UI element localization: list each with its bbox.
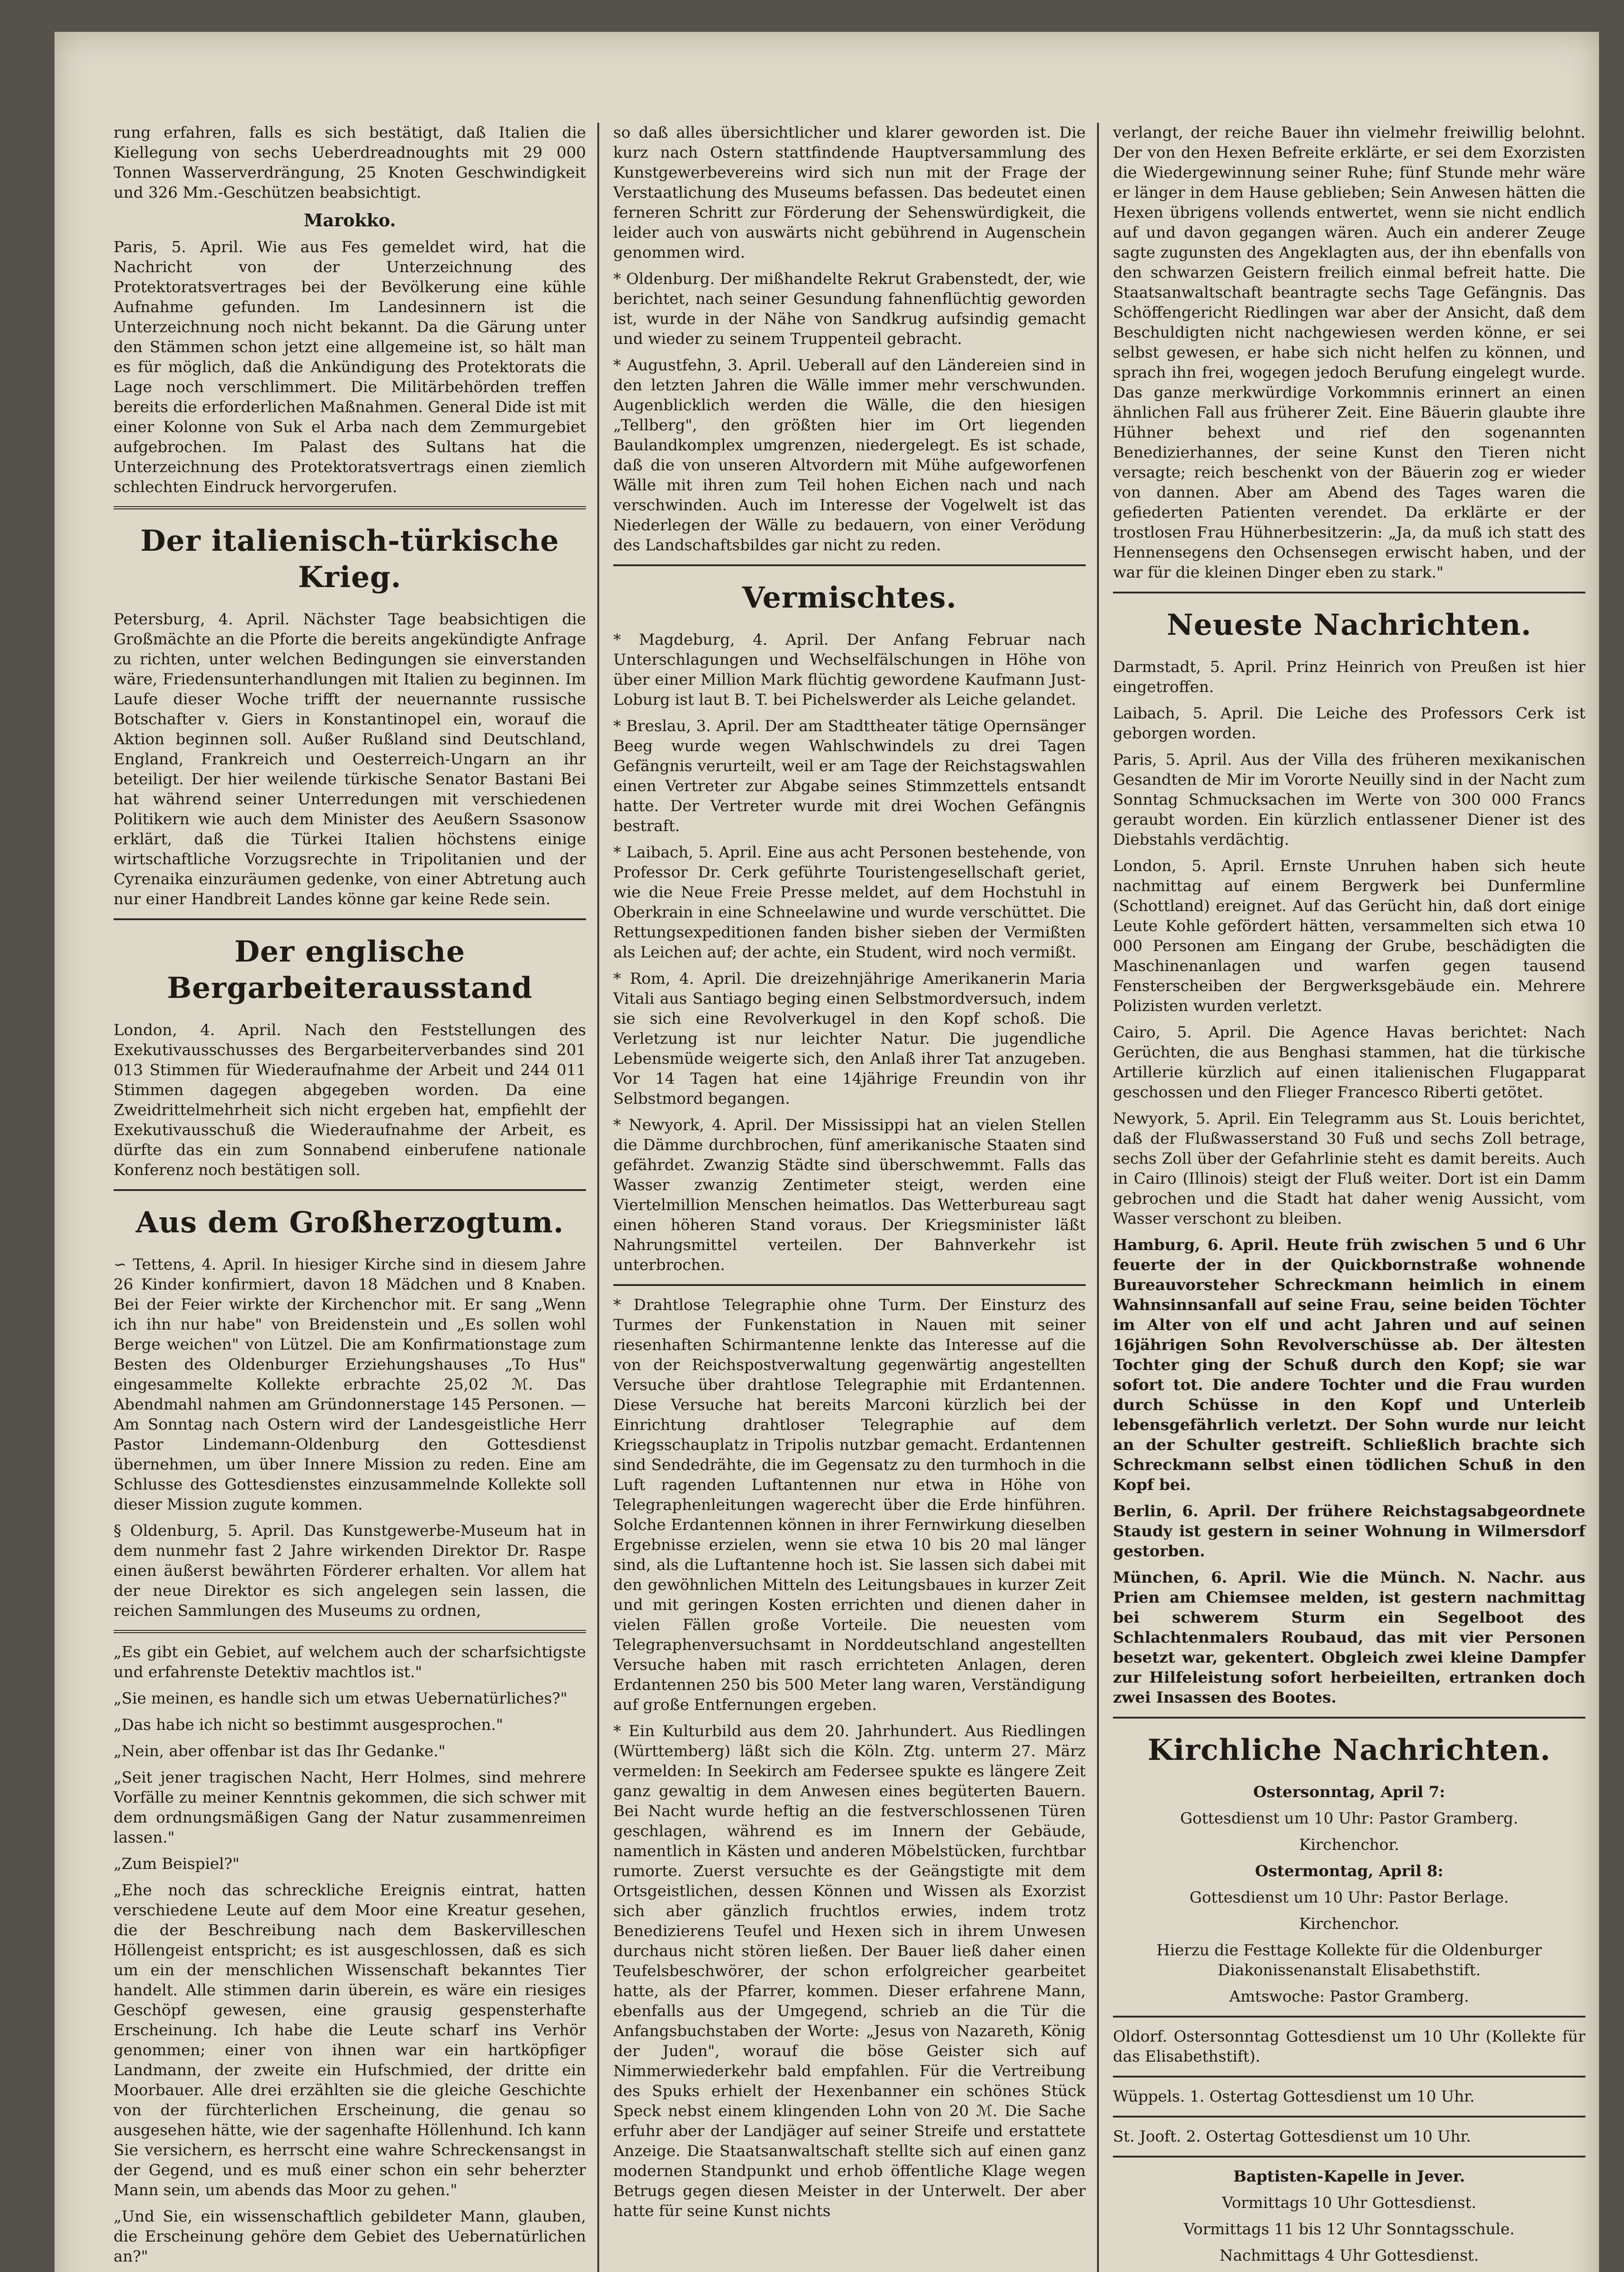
article-marokko: Paris, 5. April. Wie aus Fes gemeldet wird, hat die Nachricht von der Unterzeichnung des Protektoratsvertrages bei der Bevölkerung eine kühle Aufnahme gefunden. Im Landesinnern ist die Unterzeichnung noch nicht bekannt. Da die Gärung unter den Stämmen schon jetzt eine allgemeine ist, so hält man es für möglich, daß die Ankündigung des Protektorats die Lage noch verschlimmert. Die Militärbehörden treffen bereits die erforderlichen Maßnahmen. General Dide ist mit einer Kolonne von Suk el Arba nach dem Zemmurgebiet aufgebrochen. Im Palast des Sultans hat die Unterzeichnung des Protektoratsvertrags einen ziemlich schlechten Eindruck hervorgerufen. <box>114 238 586 496</box>
service-line: Hierzu die Festtage Kollekte für die Oldenburger Diakonissenanstalt Elisabethstift. <box>1156 1941 1542 1979</box>
breaking-item: Hamburg, 6. April. Heute früh zwischen 5 und 6 Uhr feuerte der in der Quickbornstraße wohnende Bureauvorsteher Schreckmann heimlich in einem Wahnsinnsanfall auf seine Frau, seine beiden Töchter im Alter von elf und acht Jahren und auf seinen 16jährigen Sohn Revolverschüsse ab. Der ältesten Tochter ging der Schuß durch den Kopf; sie war sofort tot. Die andere Tochter und die Frau wurden durch Schüsse in den Kopf und Unterleib lebensgefährlich verletzt. Der Sohn wurde nur leicht an der Schulter gestreift. Schließlich brachte sich Schreckmann selbst einen tödlichen Schuß in den Kopf bei. <box>1113 1236 1585 1494</box>
column-rule <box>1097 123 1099 2272</box>
column-rule <box>597 123 599 2272</box>
news-item: London, 5. April. Ernste Unruhen haben sich heute nachmittag auf einem Bergwerk bei Dunfermline (Schottland) ereignet. Auf das Gerücht hin, daß dort einige Leute Kohle gefördert hätten, versammelten sich etwa 10 000 Personen am Eingang der Grube, beschädigten die Maschinenanlagen und warfen gegen tausend Fensterscheiben der Bergwerksgebäude ein. Mehrere Polizisten wurden verletzt. <box>1113 857 1585 1015</box>
column-left <box>114 123 586 2272</box>
section-heading-grossherzogtum: Aus dem Großherzogtum. <box>135 1206 564 1240</box>
news-item: Darmstadt, 5. April. Prinz Heinrich von Preußen ist hier eingetroffen. <box>1113 658 1585 696</box>
column-right <box>1113 123 1585 2272</box>
baptist-line: Vormittags 10 Uhr Gottesdienst. <box>1222 2194 1476 2212</box>
divider <box>1113 2016 1585 2018</box>
divider <box>114 506 586 509</box>
divider <box>114 1630 586 1633</box>
news-item: * Rom, 4. April. Die dreizehnjährige Amerikanerin Maria Vitali aus Santiago beging einen Selbstmordversuch, indem sie sich eine Revolverkugel in den Kopf schoß. Die Verletzung ist nur leichter Natur. Die jugendliche Lebensmüde weigerte sich, den Anlaß ihrer Tat anzugeben. Vor 14 Tagen hat eine 14jährige Freundin von ihr Selbstmord begangen. <box>613 970 1086 1108</box>
divider <box>613 564 1086 566</box>
article-oldenburg-rekrut: * Oldenburg. Der mißhandelte Rekrut Grabenstedt, der, wie berichtet, nach seiner Gesundung fahnenflüchtig geworden ist, wurde in der Nähe von Sandkrug aufsindig gemacht und wieder zu seinem Truppenteil gebracht. <box>613 270 1086 348</box>
article-tettens: ∽ Tettens, 4. April. In hiesiger Kirche sind in diesem Jahre 26 Kinder konfirmiert, davon 18 Mädchen und 8 Knaben. Bei der Feier wirkte der Kirchenchor mit. Er sang „Wenn ich ihn nur habe" von Breidenstein und „Es sollen wohl Berge weichen" von Lützel. Die am Konfirmationstage zum Besten des Oldenburger Erziehungshauses „To Hus" eingesammelte Kollekte erbrachte 25,02 ℳ. Das Abendmahl nahmen am Gründonnerstage 145 Personen. — Am Sonntag nach Ostern wird der Landesgeistliche Herr Pastor Lindemann-Oldenburg den Gottesdienst übernehmen, um über Innere Mission zu reden. Eine am Schlusse des Gottesdienstes einzusammelnde Kollekte soll dieser Mission zugute kommen. <box>114 1256 586 1514</box>
breaking-news <box>1113 1235 1585 1708</box>
section-heading-marokko: Marokko. <box>303 210 396 230</box>
service-date: Ostermontag, April 8: <box>1255 1862 1444 1880</box>
service-jooft: St. Jooft. 2. Ostertag Gottesdienst um 10 Uhr. <box>1113 2128 1471 2146</box>
novel-paragraph: „Sie meinen, es handle sich um etwas Uebernatürliches?" <box>114 1689 567 1708</box>
novel-paragraph: „Zum Beispiel?" <box>114 1855 240 1873</box>
section-heading-neueste: Neueste Nachrichten. <box>1167 608 1532 642</box>
novel-paragraph: „Und Sie, ein wissenschaftlich gebildeter Mann, glauben, die Erscheinung gehöre dem Gebiet des Uebernatürlichen an?" <box>114 2207 586 2266</box>
news-item: * Newyork, 4. April. Der Mississippi hat an vielen Stellen die Dämme durchbrochen, fünf amerikanische Staaten sind gefährdet. Zwanzig Städte sind überschwemmt. Falls das Wasser zwanzig Zentimeter steigt, werden eine Viertelmillion Menschen heimatlos. Das Wetterbureau sagt einen höheren Stand voraus. Der Kriegsminister läßt Nahrungsmittel verteilen. Der Bahnverkehr ist unterbrochen. <box>613 1116 1086 1274</box>
news-item: Laibach, 5. April. Die Leiche des Professors Cerk ist geborgen worden. <box>1113 704 1585 742</box>
divider <box>114 1189 586 1191</box>
divider <box>1113 1717 1585 1719</box>
news-item: Newyork, 5. April. Ein Telegramm aus St. Louis berichtet, daß der Flußwasserstand 30 Fuß und sechs Zoll betrage, sechs Zoll über der Gefahrlinie steht es damit bereits. Auch in Cairo (Illinois) steigt der Fluß weiter. Dort ist ein Damm gebrochen und die Stadt hat daher wenig Aussicht, vom Wasser verschont zu bleiben. <box>1113 1110 1585 1228</box>
divider <box>1113 2116 1585 2118</box>
breaking-item: München, 6. April. Wie die Münch. N. Nachr. aus Prien am Chiemsee melden, ist gestern nachmittag bei schwerem Sturm ein Segelboot des Schlachtenmalers Roubaud, das mit vier Personen besetzt war, gekentert. Obgleich zwei kleine Dampfer zur Hilfeleistung sofort herbeieilten, ertranken doch zwei Insassen des Bootes. <box>1113 1569 1585 1707</box>
article-continuation: so daß alles übersichtlicher und klarer geworden ist. Die kurz nach Ostern stattfindende Hauptversammlung des Kunstgewerbevereins wird sich nun mit der Frage der Verstaatlichung des Museums befassen. Das bedeutet einen ferneren Schritt zur Förderung der Sehenswürdigkeit, die leider auch von auswärts nicht gebührend in Augenschein genommen wird. <box>613 124 1086 262</box>
novel-paragraph: „Seit jener tragischen Nacht, Herr Holmes, sind mehrere Vorfälle zu meiner Kenntnis gekommen, die sich schwer mit dem ordnungsmäßigen Gang der Natur zusammenreimen lassen." <box>114 1769 586 1847</box>
article-krieg: Petersburg, 4. April. Nächster Tage beabsichtigen die Großmächte an die Pforte die bereits angekündigte Anfrage zu richten, unter welchen Bedingungen sie einverstanden wäre, Friedensunterhandlungen mit Italien zu beginnen. Im Laufe dieser Woche trifft der neuernannte russische Botschafter v. Giers in Konstantinopel ein, worauf die Aktion beginnen soll. Außer Rußland sind Deutschland, England, Frankreich und Oesterreich-Ungarn an ihr beteiligt. Der hier weilende türkische Senator Bastani Bei hat während seiner Unterredungen mit verschiedenen Politikern wie auch dem Minister des Aeußern Ssasonow erklärt, daß die Türkei Italien höchstens einige wirtschaftliche Vorzugsrechte in Tripolitanien und der Cyrenaika einzuräumen gedenke, von einer Abtretung auch nur einer Handbreit Landes könne gar keine Rede sein. <box>114 610 586 908</box>
news-item: * Breslau, 3. April. Der am Stadttheater tätige Opernsänger Beeg wurde wegen Wahlschwindels zu drei Tagen Gefängnis verurteilt, weil er am Tage der Reichstagswahlen einen Vertreter zur Abgabe seines Stimmzettels entsandt hatte. Der Vertreter wurde mit drei Wochen Gefängnis bestraft. <box>613 717 1086 835</box>
article-continuation: rung erfahren, falls es sich bestätigt, daß Italien die Kiellegung von sechs Ueberdreadnoughts mit 29 000 Tonnen Wasserverdrängung, 25 Knoten Geschwindigkeit und 326 Mm.-Geschützen beabsichtigt. <box>114 124 586 202</box>
service-line: Gottesdienst um 10 Uhr: Pastor Gramberg. <box>1180 1809 1519 1828</box>
divider <box>1113 2076 1585 2078</box>
section-heading-vermischtes: Vermischtes. <box>742 581 957 615</box>
article-continuation: verlangt, der reiche Bauer ihn vielmehr freiwillig belohnt. Der von den Hexen Befreite erklärte, er sei dem Exorzisten die Wiedergewinnung seiner Ruhe; fünf Stunde mehr wäre er länger in dem Hause geblieben; Sein Anwesen hätten die Hexen übrigens vollends entwertet, wenn sie nicht endlich auf und davon gegangen wären. Auch ein anderer Zeuge sagte zugunsten des Angeklagten aus, der ihn ebenfalls von den schwarzen Geistern freilich einmal befreit hatte. Die Staatsanwaltschaft beantragte sechs Tage Gefängnis. Das Schöffengericht Riedlingen war aber der Ansicht, daß dem Beschuldigten nicht nachgewiesen werden könne, er sei selbst gewesen, er habe sich nicht helfen zu können, und sprach ihn frei, wogegen jedoch Berufung eingelegt wurde. Das ganze merkwürdige Vorkommnis erinnert an einen ähnlichen Fall aus früherer Zeit. Eine Bäuerin glaubte ihre Hühner behext und rief den sogenannten Benedizierhannes, der seine Kunst den Tieren nicht versagte; reich beschenkt von der Bäuerin zog er wieder von dannen. Aber am Abend des Tages waren die gefiederten Patienten verendet. Da erklärte er der trostlosen Frau Hühnerbesitzerin: „Ja, da muß ich statt des Hennensegens den Ochsensegen erwischt haben, und der war für die kleinen Dinger eben zu stark." <box>1113 124 1585 582</box>
article-kulturbild: * Ein Kulturbild aus dem 20. Jahrhundert. Aus Riedlingen (Württemberg) läßt sich die Köln. Ztg. unterm 27. März vermelden: In Seekirch am Federsee spukte es längere Zeit ganz gewaltig in dem Anwesen eines begüterten Bauern. Bei Nacht wurde heftig an die festverschlossenen Türen geschlagen, während es im Innern der Gebäude, namentlich in Kästen und anderen Möbelstücken, furchtbar rumorte. Zuerst versuchte es der Geängstigte mit dem Ortsgeistlichen, dessen Können und Wissen als Exorzist sich aber gänzlich fruchtlos erwies, indem trotz Benedizierens Teufel und Hexen sich in ihrem Unwesen durchaus nicht stören ließen. Der Bauer ließ daher einen Teufelsbeschwörer, der schon erfolgreicher gearbeitet hatte, als der Pfarrer, kommen. Dieser erfahrene Mann, ebenfalls aus der Umgegend, schrieb an die Tür die Anfangsbuchstaben der Worte: „Jesus von Nazareth, König der Juden", worauf die böse Geister sich auf Nimmerwiederkehr bald empfahlen. Für die Vertreibung des Spuks erhielt der Hexenbanner ein schönes Stück Speck nebst einem klingenden Lohn von 20 ℳ. Die Sache erfuhr aber der Landjäger auf seiner Streife und erstattete Anzeige. Die Staatsanwaltschaft stellte sich auf einen ganz modernen Standpunkt und erhob öffentliche Klage wegen Betrugs gegen diesen Meister in der Unterwelt. Der aber hatte für seine Kunst nichts <box>613 1722 1086 2220</box>
article-bergarbeiter: London, 4. April. Nach den Feststellungen des Exekutivausschusses des Bergarbeiterverbandes sind 201 013 Stimmen für Wiederaufnahme der Arbeit und 244 011 Stimmen dagegen abgegeben worden. Da eine Zweidrittelmehrheit sich nicht ergeben hat, empfiehlt der Exekutivausschuß die Wiederaufnahme der Arbeit, es dürfte das ein zum Sonnabend einberufene nationale Konferenz noch bestätigen soll. <box>114 1021 586 1179</box>
novel-paragraph: „Ehe noch das schreckliche Ereignis eintrat, hatten verschiedene Leute auf dem Moor eine Kreatur gesehen, die der Beschreibung nach dem Baskervilleschen Höllengeist entspricht; es ist ausgeschlossen, daß es sich um ein der menschlichen Wissenschaft bekanntes Tier handelt. Alle stimmen darin überein, es wäre ein riesiges Geschöpf gewesen, eine grausig gespensterhafte Erscheinung. Ich habe die Leute scharf ins Verhör genommen; einer von ihnen war ein hartköpfiger Landmann, der zweite ein Hufschmied, der dritte ein Moorbauer. Alle drei erzählten sie die gleiche Geschichte von der fürchterlichen Erscheinung, die genau so ausgesehen hätte, wie der sagenhafte Höllenhund. Ich kann Sie versichern, es herrscht eine wahre Schreckensangst in der Gegend, und es muß einer schon ein sehr beherzter Mann sein, um abends das Moor zu gehen." <box>114 1881 586 2199</box>
section-heading-kirchlich: Kirchliche Nachrichten. <box>1147 1733 1551 1767</box>
article-oldenburg: § Oldenburg, 5. April. Das Kunstgewerbe-Museum hat in dem nunmehr fast 2 Jahre wirkenden Direktor Dr. Raspe einen äußerst bewährten Förderer erhalten. Vor allem hat der neue Direktor es sich angelegen sein lassen, die reichen Sammlungen des Museums zu ordnen, <box>114 1522 586 1620</box>
article-augustfehn: * Augustfehn, 3. April. Ueberall auf den Ländereien sind in den letzten Jahren die Wälle immer mehr verschwunden. Augenblicklich werden die Wälle, die den hiesigen „Tellberg", den größten hier im Ort liegenden Baulandkomplex umgrenzen, niedergelegt. Es ist schade, daß die von unseren Altvordern mit Mühe aufgeworfenen Wälle mit ihren zum Teil hohen Eichen nach und nach verschwinden. Auch im Interesse der Vogelwelt ist das Niederlegen der Wälle zu bedauern, von einer Verödung des Landschaftsbildes gar nicht zu reden. <box>613 356 1086 554</box>
section-heading-krieg: Der italienisch-türkische Krieg. <box>140 524 559 594</box>
divider <box>1113 592 1585 593</box>
news-item: * Magdeburg, 4. April. Der Anfang Februar nach Unterschlagungen und Wechselfälschungen in Höhe von über einer Million Mark flüchtig gewordene Kaufmann Just-Loburg ist laut B. T. bei Pichelswerder als Leiche gelandet. <box>613 631 1086 709</box>
novel-paragraph: „Es gibt ein Gebiet, auf welchem auch der scharfsichtigste und erfahrenste Detektiv machtlos ist." <box>114 1643 586 1681</box>
article-telegraphie: * Drahtlose Telegraphie ohne Turm. Der Einsturz des Turmes der Funkenstation in Nauen mit seiner riesenhaften Schirmantenne lenkte das Interesse auf die von der Reichspostverwaltung gegenwärtig angestellten Versuche über drahtlose Telegraphie mit Erdantennen. Diese Versuche hat bereits Marconi kürzlich bei der Einrichtung drahtloser Telegraphie auf dem Kriegsschauplatz in Tripolis nutzbar gemacht. Erdantennen sind Sendedrähte, die im Gegensatz zu den turmhoch in die Luft ragenden Luftantennen nur etwa in Höhe von Telegraphenleitungen wagerecht über die Erde hinführen. Solche Erdantennen können in ihrer Fernwirkung dieselben Ergebnisse erzielen, wenn sie etwa 10 bis 20 mal länger sind, als die Luftantenne hoch ist. Sie lassen sich dabei mit den gewöhnlichen Mitteln des Leitungsbaues in kurzer Zeit und mit geringen Kosten errichten und dienen daher in vielen Fällen große Vorteile. Die neuesten vom Telegraphenversuchsamt in Norddeutschland angestellten Versuche haben mit rasch errichteten Anlagen, deren Erdantennen 250 bis 500 Meter lang waren, Verständigung auf große Entfernungen ergeben. <box>613 1296 1086 1714</box>
novel-paragraph: „Das habe ich nicht so bestimmt ausgesprochen." <box>114 1716 503 1734</box>
service-date: Ostersonntag, April 7: <box>1253 1783 1445 1801</box>
divider <box>613 1284 1086 1286</box>
news-item: Cairo, 5. April. Die Agence Havas berichtet: Nach Gerüchten, die aus Benghasi stammen, hat die türkische Artillerie kürzlich auf einen italienischen Flugapparat geschossen und den Flieger Francesco Riberti getötet. <box>1113 1023 1585 1101</box>
service-line: Kirchenchor. <box>1299 1836 1400 1854</box>
divider <box>114 918 586 920</box>
news-item: * Laibach, 5. April. Eine aus acht Personen bestehende, von Professor Dr. Cerk geführte Touristengesellschaft geriet, wie die Neue Freie Presse meldet, auf dem Hochstuhl in Oberkrain in eine Schneelawine und wurde verschüttet. Die Rettungsexpeditionen fanden bisher sieben der Vermißten als Leichen auf; der achte, ein Student, wird noch vermißt. <box>613 843 1086 962</box>
column-middle <box>613 123 1086 2227</box>
service-line: Amtswoche: Pastor Gramberg. <box>1229 1988 1469 2006</box>
serial-novel <box>114 1642 586 2272</box>
baptist-heading: Baptisten-Kapelle in Jever. <box>1233 2167 1465 2186</box>
section-heading-bergarbeiter: Der englische Bergarbeiterausstand <box>167 935 533 1005</box>
service-line: Gottesdienst um 10 Uhr: Pastor Berlage. <box>1189 1888 1509 1907</box>
service-line: Kirchenchor. <box>1299 1915 1400 1933</box>
newspaper-page <box>55 32 1599 2272</box>
divider <box>1113 2156 1585 2157</box>
baptist-line: Nachmittags 4 Uhr Gottesdienst. <box>1219 2247 1479 2265</box>
news-item: Paris, 5. April. Aus der Villa des früheren mexikanischen Gesandten de Mir im Vororte Neuilly sind in der Nacht zum Sonntag Schmucksachen im Werte von 300 000 Francs geraubt worden. Ein kürzlich entlassener Diener ist des Diebstahls verdächtig. <box>1113 751 1585 849</box>
breaking-item: Berlin, 6. April. Der frühere Reichstagsabgeordnete Staudy ist gestern in seiner Wohnung in Wilmersdorf gestorben. <box>1113 1502 1585 1560</box>
service-oldorf: Oldorf. Ostersonntag Gottesdienst um 10 Uhr (Kollekte für das Elisabethstift). <box>1113 2028 1585 2066</box>
baptist-line: Vormittags 11 bis 12 Uhr Sonntagsschule. <box>1183 2220 1515 2238</box>
novel-paragraph: „Nein, aber offenbar ist das Ihr Gedanke." <box>114 1742 446 1760</box>
service-wueppels: Wüppels. 1. Ostertag Gottesdienst um 10 Uhr. <box>1113 2088 1475 2106</box>
